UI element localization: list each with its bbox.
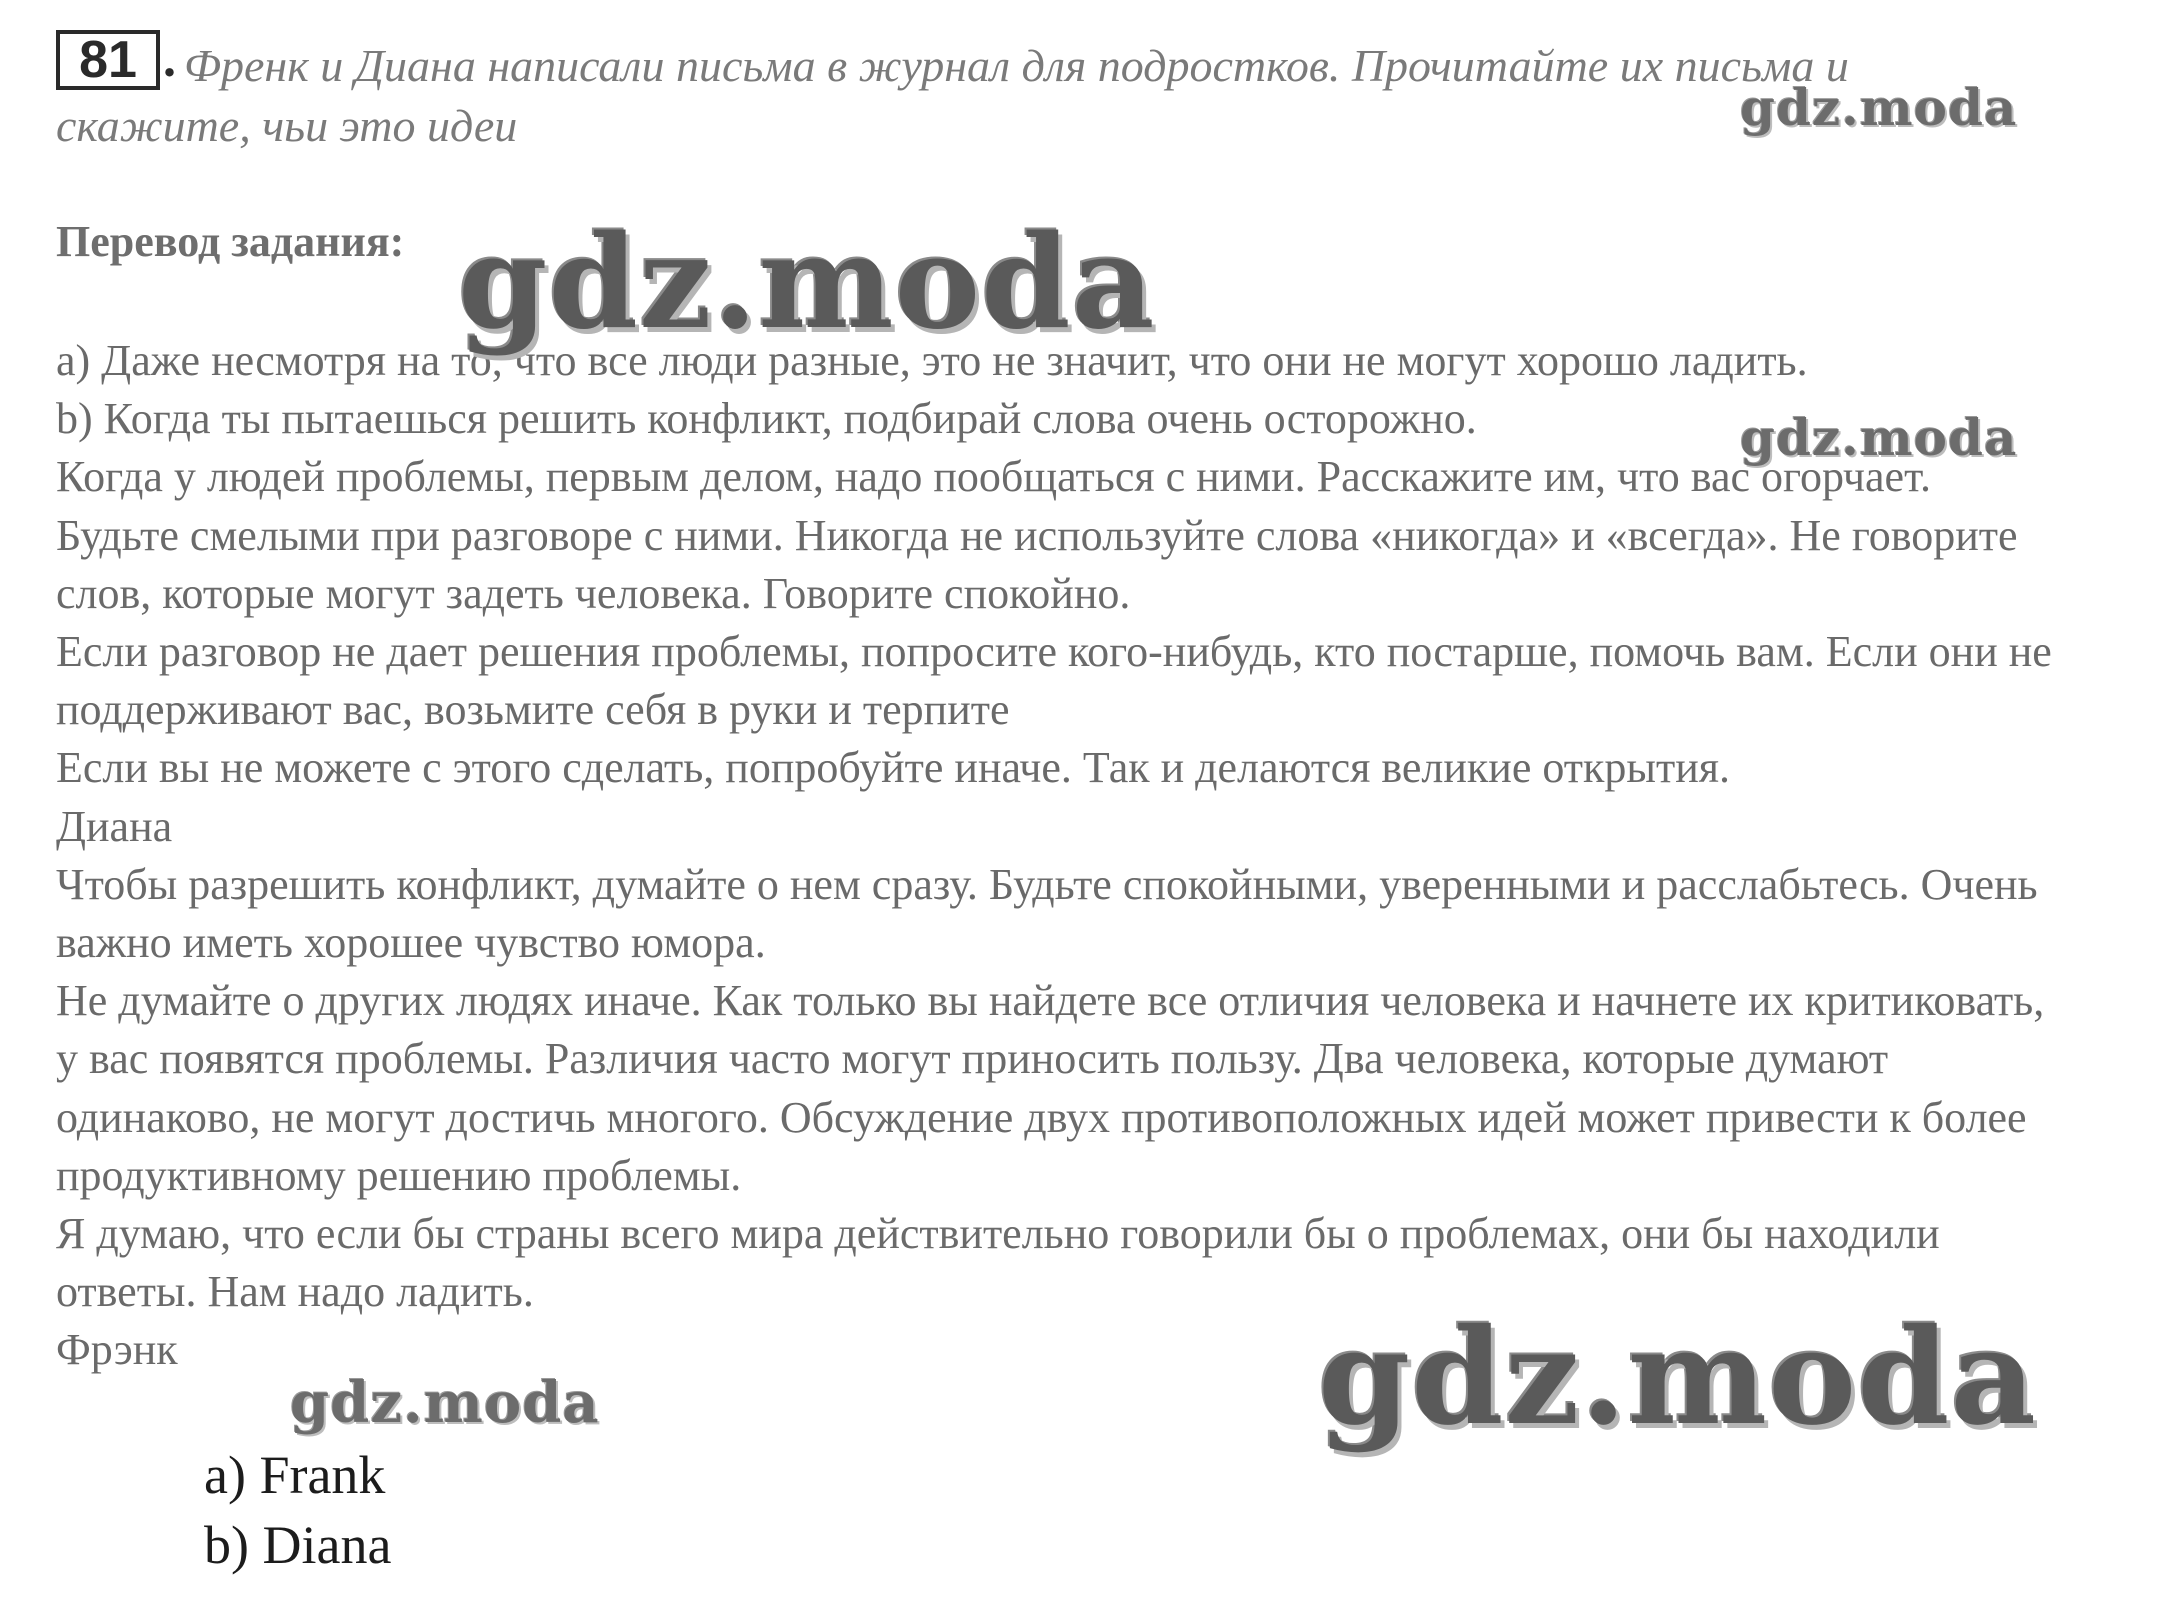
- answer-item: a) Frank: [204, 1445, 386, 1505]
- translation-heading: Перевод задания:: [56, 217, 405, 266]
- watermark-logo: gdz.moda: [1318, 1300, 2038, 1455]
- letter-paragraph: Не думайте о других людях иначе. Как только вы найдете все отличия человека и начнете их критиковать, у вас появятся проблемы. Различия часто могут приносить пользу. Два человека, которые думают одинаково, не могут достичь многого. Обсуждение двух противоположных идей может привести к более продуктивному решению проблемы.: [56, 976, 2045, 1200]
- paragraph-b: b) Когда ты пытаешься решить конфликт, подбирай слова очень осторожно.: [56, 394, 1477, 444]
- letter-paragraph: Я думаю, что если бы страны всего мира действительно говорили бы о проблемах, они бы находили ответы. Нам надо ладить.: [56, 1209, 1940, 1317]
- task-number: 81: [79, 31, 137, 89]
- paragraph-a: a) Даже несмотря на то, что все люди разные, это не значит, что они не могут хорошо ладить.: [56, 336, 1808, 385]
- letter-signature: Диана: [56, 801, 173, 851]
- letter-paragraph: Если вы не можете с этого сделать, попробуйте иначе. Так и делаются великие открытия.: [56, 743, 1730, 793]
- watermark-logo: gdz.moda: [1740, 78, 2018, 137]
- task-text: Френк и Диана написали письма в журнал для подростков. Прочитайте их письма и скажите, чьи это идеи: [56, 40, 1849, 151]
- watermark-logo: gdz.moda: [458, 208, 1156, 358]
- letter-paragraph: Когда у людей проблемы, первым делом, надо пообщаться с ними. Расскажите им, что вас огорчает. Будьте смелыми при разговоре с ними. Никогда не используйте слова «никогда» и «всегда». Не говорите слов, которые могут задеть человека. Говорите спокойно.: [56, 452, 2018, 618]
- answers-list: [204, 1440, 391, 1580]
- letter-paragraph: Чтобы разрешить конфликт, думайте о нем сразу. Будьте спокойными, уверенными и расслабьтесь. Очень важно иметь хорошее чувство юмора.: [56, 859, 2038, 968]
- watermark-logo: gdz.moda: [1740, 408, 2018, 467]
- letter-paragraph: Если разговор не дает решения проблемы, попросите кого-нибудь, кто постарше, помочь вам. Если они не поддерживают вас, возьмите себя в руки и терпите: [56, 627, 2052, 735]
- task-number-dot: .: [163, 31, 176, 88]
- answer-item: b) Diana: [204, 1515, 392, 1575]
- watermark-logo: gdz.moda: [290, 1370, 600, 1436]
- translation-body: [56, 332, 2056, 1380]
- letter-signature: Фрэнк: [56, 1325, 178, 1375]
